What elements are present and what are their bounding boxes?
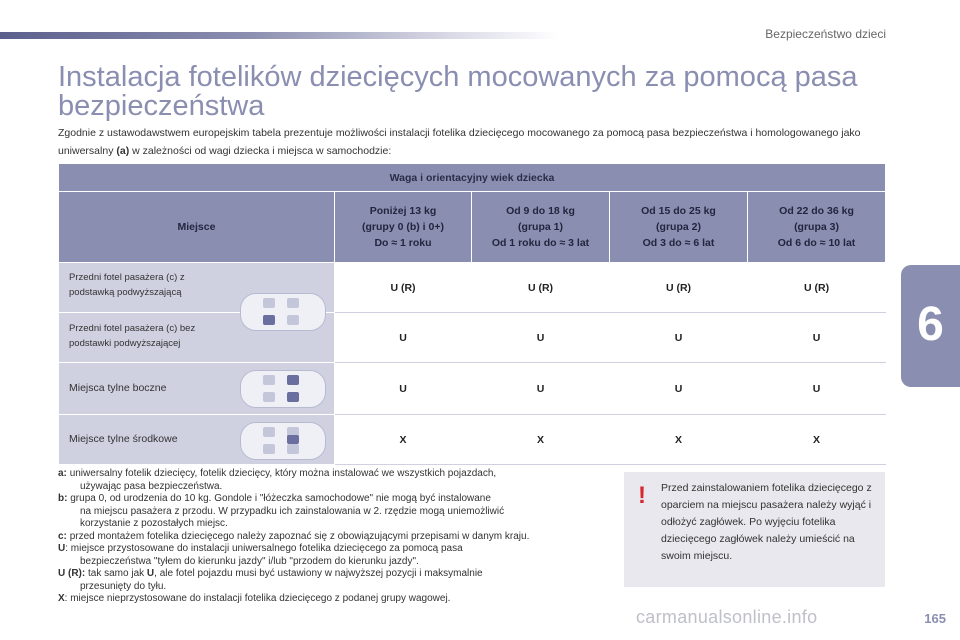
row-label-front-without-booster	[59, 313, 335, 363]
note-key: X	[58, 593, 65, 604]
car-seat-diagram-icon	[240, 370, 326, 408]
row-label-text: Miejsce tylne środkowe	[69, 433, 178, 445]
note-key: U (R):	[58, 568, 86, 579]
footnotes	[58, 468, 618, 606]
note-key: a:	[58, 468, 67, 479]
column-weight: Poniżej 13 kg	[369, 205, 437, 217]
table-cell: U (R)	[472, 263, 610, 313]
intro-paragraph	[58, 124, 888, 160]
row-label-rear-middle	[59, 415, 335, 465]
table-cell: U (R)	[335, 263, 472, 313]
warning-text: Przed zainstalowaniem fotelika dziecięcego z oparciem na miejscu pasażera należy wyjąć i odłożyć zagłówek. Po wyjęciu fotelika dziecięcego zagłówek należy umieścić na swoim miejscu.	[661, 482, 872, 562]
note-text: tak samo jak	[85, 568, 147, 579]
warning-box	[624, 472, 885, 587]
note-c	[58, 531, 618, 544]
column-group: (grupa 2)	[656, 221, 701, 233]
note-ur	[58, 568, 618, 581]
note-key: U	[146, 568, 155, 579]
table-cell: U	[748, 313, 886, 363]
column-group: (grupa 1)	[518, 221, 563, 233]
note-text: grupa 0, od urodzenia do 10 kg. Gondole i "łóżeczka samochodowe" nie mogą być instalowane	[70, 493, 491, 504]
chapter-tab	[901, 265, 960, 387]
table-cell: X	[610, 415, 748, 465]
row-label-text: Miejsca tylne boczne	[69, 382, 167, 394]
note-b-cont: na miejscu pasażera z przodu. W przypadku ich zainstalowania w 2. rzędzie mogą uniemożliwić	[80, 505, 505, 517]
warning-exclamation-icon: !	[638, 482, 646, 509]
page-title: Instalacja fotelików dziecięcych mocowanych za pomocą pasa bezpieczeństwa	[58, 61, 858, 122]
watermark: carmanualsonline.info	[636, 607, 818, 627]
weight-age-header: Waga i orientacyjny wiek dziecka	[59, 164, 886, 192]
table-cell: U (R)	[748, 263, 886, 313]
column-group: (grupa 3)	[794, 221, 839, 233]
note-a-cont: używając pasa bezpieczeństwa.	[80, 480, 223, 492]
column-header	[472, 192, 610, 263]
note-text: : miejsce przystosowane do instalacji uniwersalnego fotelika dziecięcego za pomocą pasa	[65, 543, 463, 554]
column-age: Od 3 do ≈ 6 lat	[642, 237, 715, 249]
intro-ref-a: (a)	[116, 145, 130, 157]
intro-text-end: w zależności od wagi dziecka i miejsca w samochodzie:	[129, 145, 392, 157]
note-u-cont: bezpieczeństwa "tyłem do kierunku jazdy" i/lub "przodem do kierunku jazdy".	[80, 555, 419, 567]
section-title: Bezpieczeństwo dzieci	[765, 27, 886, 41]
row-label-text: Przedni fotel pasażera (c) bez podstawki podwyższającej	[69, 323, 196, 349]
table-cell: U	[335, 313, 472, 363]
note-key: U	[58, 543, 66, 554]
child-seat-table	[58, 163, 886, 465]
column-weight: Od 15 do 25 kg	[641, 205, 716, 217]
column-header	[610, 192, 748, 263]
note-text: , ale fotel pojazdu musi być ustawiony w najwyższej pozycji i maksymalnie	[154, 568, 483, 579]
table-cell: U	[472, 363, 610, 415]
table-cell: U	[748, 363, 886, 415]
chapter-number: 6	[917, 298, 944, 351]
column-group: (grupy 0 (b) i 0+)	[362, 221, 444, 233]
column-weight: Od 9 do 18 kg	[506, 205, 575, 217]
column-header	[748, 192, 886, 263]
table-cell: U	[610, 313, 748, 363]
table-cell: U (R)	[610, 263, 748, 313]
row-label-text: Przedni fotel pasażera (c) z podstawką podwyższającą	[69, 272, 185, 298]
table-cell: U	[610, 363, 748, 415]
header-gradient-bar	[0, 32, 560, 39]
table-cell: X	[748, 415, 886, 465]
table-cell: U	[472, 313, 610, 363]
column-weight: Od 22 do 36 kg	[779, 205, 854, 217]
note-key: c:	[58, 530, 67, 542]
intro-text: Zgodnie z ustawodawstwem europejskim tabela prezentuje możliwości instalacji fotelika dziecięcego mocowanego za pomocą pasa bezpieczeństwa i homologowanego jako uniwersalny	[58, 127, 861, 157]
note-text: przed montażem fotelika dziecięcego należy zapoznać się z obowiązującymi przepisami w danym kraju.	[69, 530, 530, 542]
row-label-rear-side	[59, 363, 335, 415]
car-seat-diagram-icon	[240, 422, 326, 460]
note-u	[58, 543, 618, 556]
note-ur-cont: przesunięty do tyłu.	[80, 580, 167, 592]
note-b	[58, 493, 618, 506]
column-header	[335, 192, 472, 263]
place-header: Miejsce	[59, 192, 335, 263]
table-cell: X	[335, 415, 472, 465]
note-text: uniwersalny fotelik dziecięcy, fotelik dziecięcy, który można instalować we wszystkich pojazdach,	[69, 468, 497, 479]
table-cell: X	[472, 415, 610, 465]
note-text: : miejsce nieprzystosowane do instalacji fotelika dziecięcego z podanej grupy wagowej.	[64, 593, 451, 604]
row-label-front-with-booster	[59, 263, 335, 313]
table-cell: U	[335, 363, 472, 415]
note-a	[58, 468, 618, 481]
note-x	[58, 593, 618, 606]
note-key: b:	[58, 493, 68, 504]
column-age: Do ≈ 1 roku	[374, 237, 432, 249]
column-age: Od 1 roku do ≈ 3 lat	[491, 237, 590, 249]
note-b-cont: korzystanie z pozostałych miejsc.	[80, 518, 228, 529]
column-age: Od 6 do ≈ 10 lat	[777, 237, 856, 249]
page-number: 165	[924, 611, 946, 626]
